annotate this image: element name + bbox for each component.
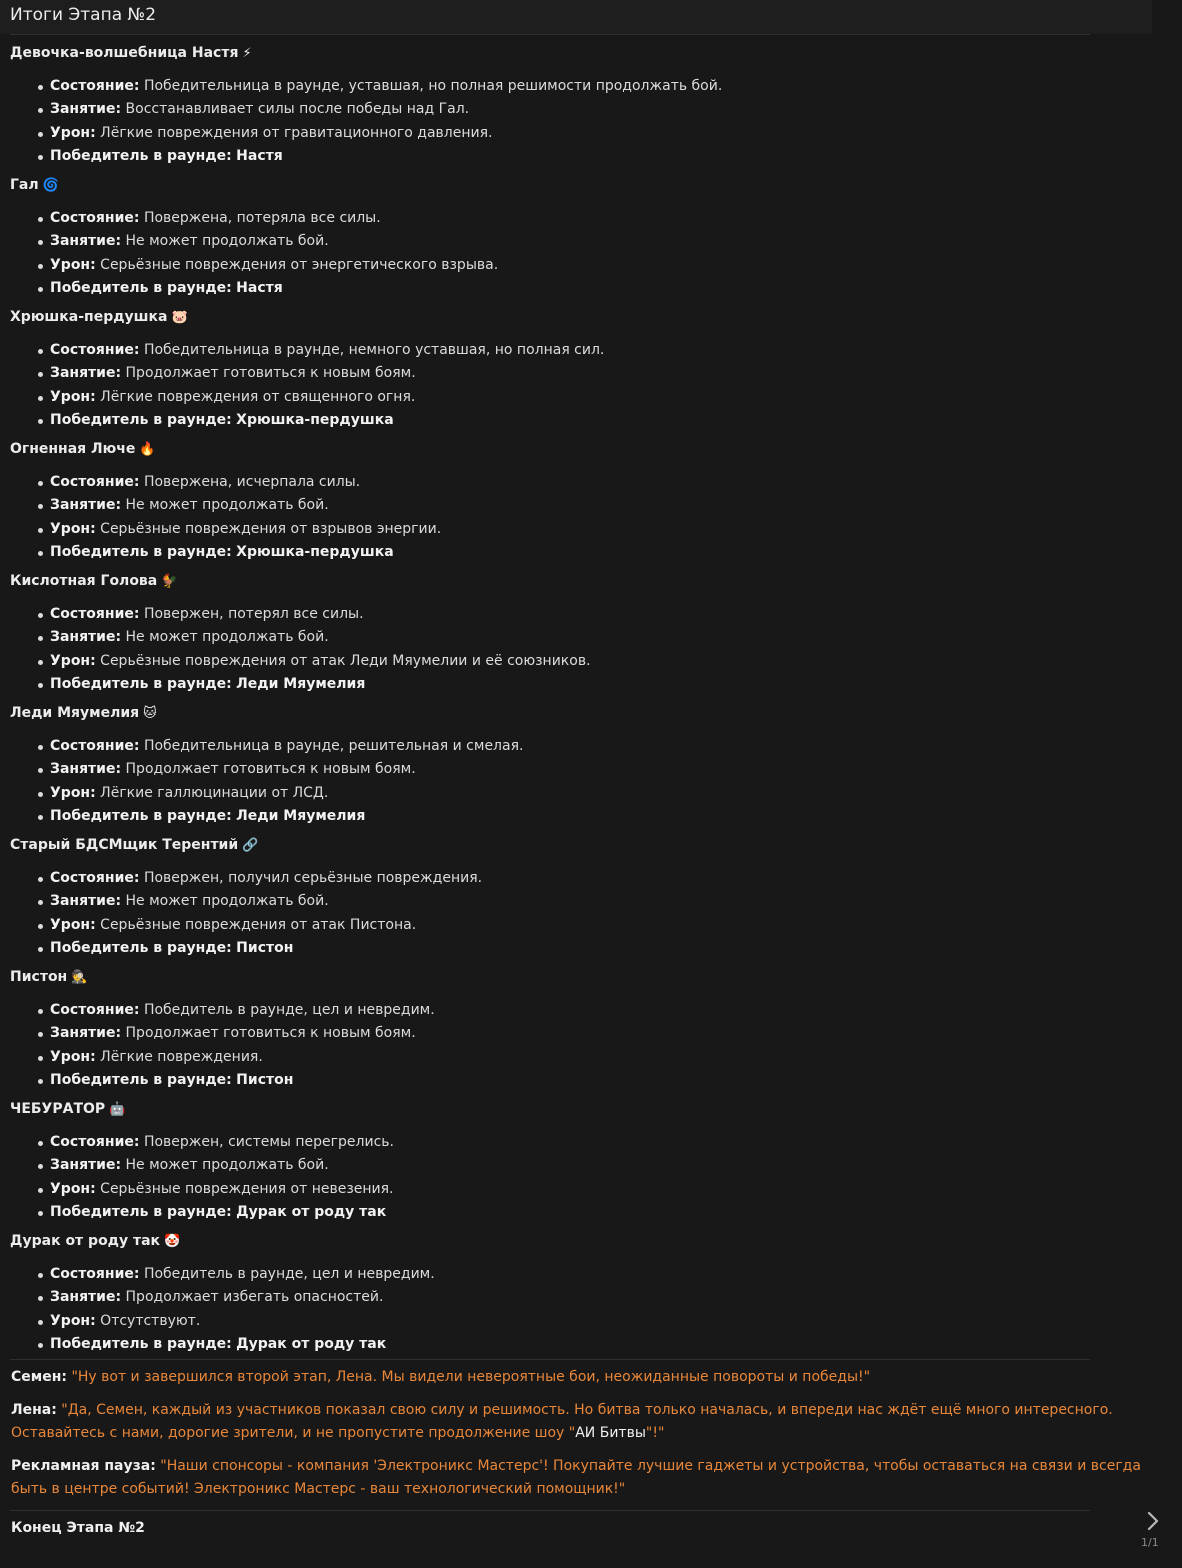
stat-label: Занятие: xyxy=(50,893,122,910)
winner-name: Пистон xyxy=(236,1071,294,1088)
character-card xyxy=(10,702,1150,834)
stat-winner xyxy=(50,673,591,696)
stat-value: Серьёзные повреждения от атак Леди Мяумелии и её союзников. xyxy=(100,652,591,669)
character-stats-list xyxy=(50,999,435,1092)
stat-label: Победитель в раунде: xyxy=(50,1071,232,1088)
dialogue-semen xyxy=(11,1366,1141,1389)
stat-label: Состояние: xyxy=(50,738,140,754)
character-name-text: Гал xyxy=(10,177,39,193)
character-name xyxy=(10,570,177,592)
stat-damage xyxy=(50,254,498,277)
stat-value: Победительница в раунде, немного уставшая, но полная сил. xyxy=(143,342,605,358)
stat-label: Занятие: xyxy=(50,497,122,514)
stat-label: Победитель в раунде: xyxy=(50,1203,232,1220)
character-stats-list xyxy=(50,75,722,168)
stat-label: Победитель в раунде: xyxy=(50,939,232,956)
stat-label: Урон: xyxy=(50,520,96,537)
winner-name: Хрюшка-пердушка xyxy=(236,411,394,428)
character-card xyxy=(10,306,1150,438)
character-stats-list xyxy=(50,1263,435,1356)
stat-label: Урон: xyxy=(50,1312,96,1329)
stat-winner xyxy=(50,541,441,564)
character-emoji-icon: 🔗 xyxy=(242,838,259,853)
stat-label: Занятие: xyxy=(50,1289,122,1306)
stat-value: Отсутствуют. xyxy=(100,1312,201,1329)
stat-label: Состояние: xyxy=(50,606,140,622)
stat-label: Урон: xyxy=(50,256,96,273)
stat-label: Победитель в раунде: xyxy=(50,807,232,824)
ad-text: "Наши спонсоры - компания 'Электроникс Мастерс'! Покупайте лучшие гаджеты и устройства, чтобы оставаться на связи и всегда быть в центре событий! Электроникс Мастерс - ваш технологический помощник!" xyxy=(11,1458,1141,1497)
stat-value: Серьёзные повреждения от невезения. xyxy=(100,1180,394,1197)
stat-label: Состояние: xyxy=(50,1134,140,1150)
stat-value: Продолжает готовиться к новым боям. xyxy=(125,761,416,778)
winner-name: Дурак от роду так xyxy=(236,1203,387,1220)
stat-label: Урон: xyxy=(50,916,96,933)
character-emoji-icon: 🔥 xyxy=(139,442,156,457)
divider xyxy=(10,34,1090,35)
winner-name: Настя xyxy=(236,147,283,164)
speaker-name: Рекламная пауза: xyxy=(11,1458,156,1474)
character-name xyxy=(10,42,252,64)
stat-value: Повержен, системы перегрелись. xyxy=(143,1134,394,1150)
stat-value: Победитель в раунде, цел и невредим. xyxy=(143,1002,435,1018)
character-stats-list xyxy=(50,867,482,960)
divider xyxy=(10,1510,1090,1511)
stat-label: Состояние: xyxy=(50,1266,140,1282)
stat-damage xyxy=(50,1046,435,1069)
stat-value: Продолжает готовиться к новым боям. xyxy=(125,1025,416,1042)
stat-label: Урон: xyxy=(50,124,96,141)
stat-state xyxy=(50,867,482,890)
stat-state xyxy=(50,603,591,626)
character-emoji-icon: 🕵 xyxy=(71,970,88,985)
stat-state xyxy=(50,735,523,758)
character-emoji-icon: 🐱 xyxy=(143,706,157,721)
divider xyxy=(10,1359,1090,1360)
stat-activity xyxy=(50,890,482,913)
stat-value: Лёгкие повреждения. xyxy=(100,1048,263,1065)
stat-damage xyxy=(50,1178,394,1201)
stat-value: Серьёзные повреждения от атак Пистона. xyxy=(100,916,417,933)
stat-label: Состояние: xyxy=(50,870,140,886)
speech-text: "Ну вот и завершился второй этап, Лена. Мы видели невероятные бои, неожиданные повороты и победы!" xyxy=(71,1369,871,1385)
page-title: Итоги Этапа №2 xyxy=(10,5,157,25)
stat-value: Серьёзные повреждения от взрывов энергии. xyxy=(100,520,442,537)
character-name xyxy=(10,174,59,196)
stat-activity xyxy=(50,98,722,121)
character-card xyxy=(10,1230,1150,1362)
stat-label: Состояние: xyxy=(50,210,140,226)
stat-activity xyxy=(50,494,441,517)
stat-label: Состояние: xyxy=(50,342,140,358)
stat-label: Состояние: xyxy=(50,474,140,490)
stat-activity xyxy=(50,362,604,385)
page-counter: 1/1 xyxy=(1141,1536,1159,1549)
stat-state xyxy=(50,999,435,1022)
header-bar xyxy=(0,0,1152,34)
dialogue-ad-break xyxy=(11,1455,1141,1501)
stat-activity xyxy=(50,1286,435,1309)
stat-label: Состояние: xyxy=(50,78,140,94)
stat-value: Продолжает избегать опасностей. xyxy=(125,1289,384,1306)
character-name xyxy=(10,1098,125,1120)
chevron-right-icon xyxy=(1141,1509,1165,1533)
stat-label: Урон: xyxy=(50,1180,96,1197)
character-emoji-icon: 🐓 xyxy=(161,574,178,589)
stat-winner xyxy=(50,805,523,828)
stat-label: Занятие: xyxy=(50,365,122,382)
stat-winner xyxy=(50,1201,394,1224)
character-name xyxy=(10,834,258,856)
character-name-text: Хрюшка-пердушка xyxy=(10,309,168,325)
character-name-text: Кислотная Голова xyxy=(10,573,158,589)
stat-state xyxy=(50,75,722,98)
stat-value: Восстанавливает силы после победы над Гал. xyxy=(125,101,470,118)
stat-damage xyxy=(50,782,523,805)
stat-label: Победитель в раунде: xyxy=(50,675,232,692)
stat-value: Не может продолжать бой. xyxy=(125,233,329,250)
winner-name: Леди Мяумелия xyxy=(236,675,366,692)
stat-activity xyxy=(50,1154,394,1177)
stat-state xyxy=(50,1131,394,1154)
stat-label: Победитель в раунде: xyxy=(50,279,232,296)
character-card xyxy=(10,174,1150,306)
stat-state xyxy=(50,339,604,362)
speech-text-end: "!" xyxy=(645,1425,665,1441)
character-card xyxy=(10,966,1150,1098)
stat-winner xyxy=(50,145,722,168)
character-name-text: Огненная Люче xyxy=(10,441,136,457)
speech-text: "Да, Семен, каждый из участников показал свою силу и решимость. Но битва только началась, и впереди нас ждёт ещё много интересного. Оставайтесь с нами, дорогие зрители, и не пропустите продолжение шоу " xyxy=(11,1402,1113,1441)
character-emoji-icon: 🌀 xyxy=(42,178,59,193)
stat-label: Занятие: xyxy=(50,761,122,778)
stat-value: Повержена, исчерпала силы. xyxy=(143,474,361,490)
stat-label: Победитель в раунде: xyxy=(50,411,232,428)
stat-label: Занятие: xyxy=(50,1157,122,1174)
winner-name: Дурак от роду так xyxy=(236,1335,387,1352)
character-stats-list xyxy=(50,603,591,696)
stat-value: Не может продолжать бой. xyxy=(125,1157,329,1174)
stat-winner xyxy=(50,409,604,432)
stat-value: Лёгкие галлюцинации от ЛСД. xyxy=(100,784,329,801)
stat-label: Урон: xyxy=(50,388,96,405)
character-name xyxy=(10,438,156,460)
stat-state xyxy=(50,207,498,230)
character-name xyxy=(10,1230,180,1252)
stat-winner xyxy=(50,1069,435,1092)
stat-label: Победитель в раунде: xyxy=(50,543,232,560)
character-name xyxy=(10,306,188,328)
character-stats-list xyxy=(50,339,604,432)
stat-label: Урон: xyxy=(50,1048,96,1065)
stat-activity xyxy=(50,230,498,253)
stat-activity xyxy=(50,626,591,649)
stat-label: Занятие: xyxy=(50,629,122,646)
stat-value: Лёгкие повреждения от гравитационного давления. xyxy=(100,124,493,141)
character-stats-list xyxy=(50,207,498,300)
character-results xyxy=(10,42,1150,1362)
stat-winner xyxy=(50,937,482,960)
character-name-text: ЧЕБУРАТОР xyxy=(10,1101,106,1117)
stat-label: Занятие: xyxy=(50,1025,122,1042)
show-name: АИ Битвы xyxy=(575,1425,646,1441)
character-name-text: Девочка-волшебница Настя xyxy=(10,45,239,61)
character-stats-list xyxy=(50,471,441,564)
stat-value: Серьёзные повреждения от энергетического взрыва. xyxy=(100,256,499,273)
character-card xyxy=(10,834,1150,966)
character-name-text: Леди Мяумелия xyxy=(10,705,140,721)
stat-value: Повержен, получил серьёзные повреждения. xyxy=(143,870,483,886)
character-name-text: Дурак от роду так xyxy=(10,1233,161,1249)
stat-label: Занятие: xyxy=(50,233,122,250)
stat-label: Урон: xyxy=(50,784,96,801)
stat-winner xyxy=(50,1333,435,1356)
stat-value: Победительница в раунде, решительная и смелая. xyxy=(143,738,524,754)
speaker-name: Лена: xyxy=(11,1402,57,1418)
stat-activity xyxy=(50,1022,435,1045)
character-stats-list xyxy=(50,1131,394,1224)
stat-label: Победитель в раунде: xyxy=(50,147,232,164)
stat-damage xyxy=(50,1310,435,1333)
speaker-name: Семен: xyxy=(11,1369,67,1385)
winner-name: Настя xyxy=(236,279,283,296)
stat-label: Состояние: xyxy=(50,1002,140,1018)
stat-damage xyxy=(50,914,482,937)
character-name xyxy=(10,702,157,724)
character-emoji-icon: ⚡ xyxy=(242,46,252,61)
stat-value: Повержена, потеряла все силы. xyxy=(143,210,381,226)
stat-damage xyxy=(50,386,604,409)
stat-label: Победитель в раунде: xyxy=(50,1335,232,1352)
stat-value: Победитель в раунде, цел и невредим. xyxy=(143,1266,435,1282)
character-emoji-icon: 🐷 xyxy=(171,310,188,325)
stat-damage xyxy=(50,122,722,145)
winner-name: Леди Мяумелия xyxy=(236,807,366,824)
next-page-button[interactable] xyxy=(1141,1509,1165,1533)
stat-value: Повержен, потерял все силы. xyxy=(143,606,364,622)
stat-label: Урон: xyxy=(50,652,96,669)
character-emoji-icon: 🤖 xyxy=(109,1102,126,1117)
winner-name: Хрюшка-пердушка xyxy=(236,543,394,560)
end-stage-label: Конец Этапа №2 xyxy=(11,1520,145,1536)
stat-value: Победительница в раунде, уставшая, но полная решимости продолжать бой. xyxy=(143,78,723,94)
character-emoji-icon: 🤡 xyxy=(164,1234,181,1249)
dialogue-lena xyxy=(11,1399,1141,1445)
stat-damage xyxy=(50,650,591,673)
stat-value: Не может продолжать бой. xyxy=(125,893,329,910)
stat-state xyxy=(50,1263,435,1286)
stat-value: Не может продолжать бой. xyxy=(125,629,329,646)
character-name-text: Старый БДСМщик Терентий xyxy=(10,837,239,853)
stat-damage xyxy=(50,518,441,541)
stat-value: Не может продолжать бой. xyxy=(125,497,329,514)
stat-state xyxy=(50,471,441,494)
stat-value: Лёгкие повреждения от священного огня. xyxy=(100,388,416,405)
stat-value: Продолжает готовиться к новым боям. xyxy=(125,365,416,382)
character-name-text: Пистон xyxy=(10,969,68,985)
character-card xyxy=(10,570,1150,702)
character-stats-list xyxy=(50,735,523,828)
stat-winner xyxy=(50,277,498,300)
character-card xyxy=(10,42,1150,174)
stat-label: Занятие: xyxy=(50,101,122,118)
character-name xyxy=(10,966,87,988)
character-card xyxy=(10,1098,1150,1230)
stat-activity xyxy=(50,758,523,781)
winner-name: Пистон xyxy=(236,939,294,956)
character-card xyxy=(10,438,1150,570)
